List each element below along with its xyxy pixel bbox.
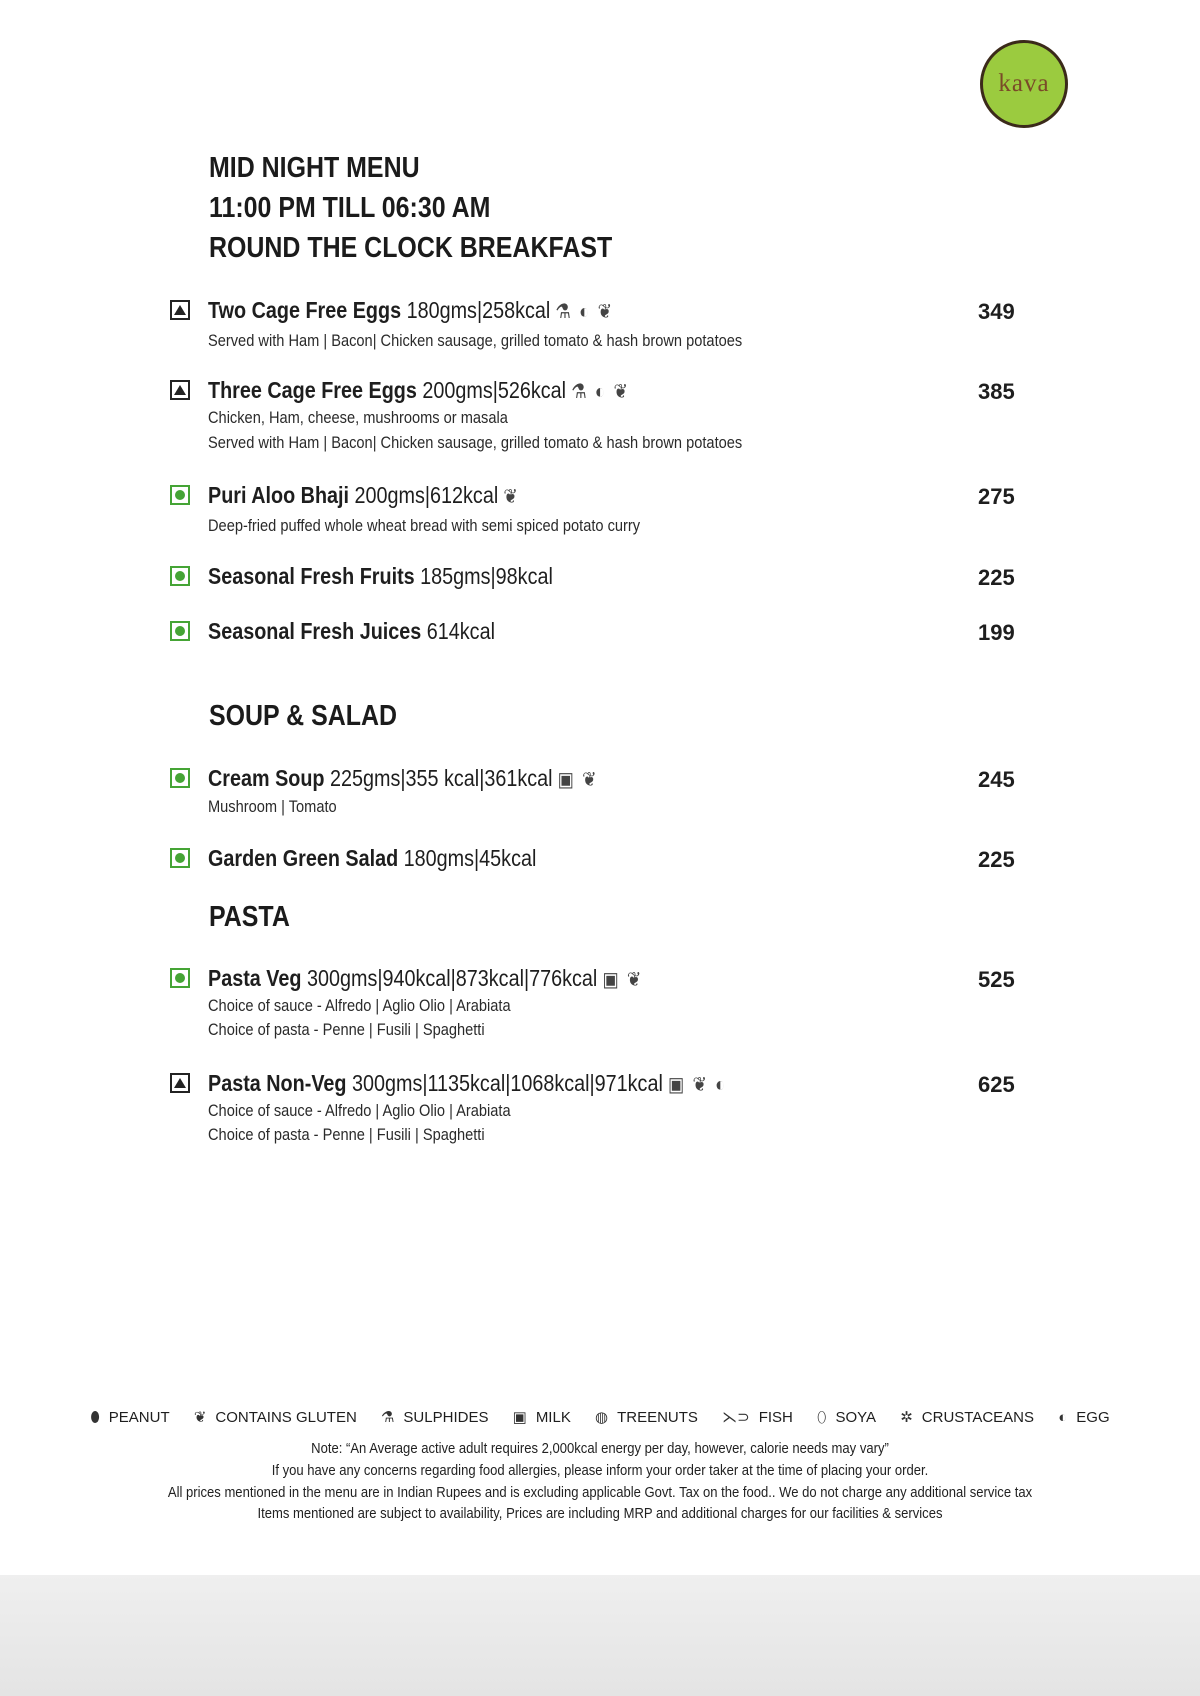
item-description: Choice of sauce - Alfredo | Aglio Olio | Arabiata: [208, 996, 511, 1015]
gluten-icon: ❦: [193, 1409, 207, 1426]
item-info: 225gms|355 kcal|361kcal: [330, 765, 553, 791]
legend-gluten: CONTAINS GLUTEN: [215, 1409, 357, 1426]
note-prices: All prices mentioned in the menu are in Indian Rupees and is excluding applicable Govt. Tax on the food.. We do not charge any additional service tax: [167, 1485, 1033, 1501]
item-info: 614kcal: [426, 618, 495, 644]
legend-peanut: PEANUT: [108, 1409, 170, 1426]
peanut-icon: ⬮: [90, 1409, 100, 1426]
non-veg-marker-icon: [170, 1073, 190, 1093]
item-description-2: Served with Ham | Bacon| Chicken sausage, grilled tomato & hash brown potatoes: [208, 433, 743, 452]
milk-icon: ▣: [512, 1409, 527, 1426]
legend-fish: FISH: [758, 1409, 793, 1426]
item-description: Choice of sauce - Alfredo | Aglio Olio | Arabiata: [208, 1101, 511, 1120]
allergen-icons: ⚗ ◐ ❦: [555, 301, 614, 323]
item-info: 180gms|45kcal: [403, 845, 537, 871]
menu-hours: 11:00 PM TILL 06:30 AM: [209, 192, 491, 224]
item-price: 349: [978, 299, 1015, 324]
item-info: 185gms|98kcal: [420, 563, 553, 589]
legend-soya: SOYA: [835, 1409, 877, 1426]
section-heading-pasta: PASTA: [209, 901, 290, 933]
item-price: 225: [978, 565, 1015, 590]
kava-logo: [980, 40, 1068, 128]
veg-marker-icon: [170, 566, 190, 586]
item-name: Garden Green Salad: [208, 845, 399, 871]
section-heading-soup-salad: SOUP & SALAD: [209, 700, 398, 732]
egg-icon: ◐: [1058, 1409, 1068, 1426]
item-name: Cream Soup: [208, 765, 325, 791]
allergen-icons: ⚗ ◐ ❦: [571, 381, 630, 403]
item-name: Pasta Non-Veg: [208, 1070, 347, 1096]
non-veg-marker-icon: [170, 380, 190, 400]
legend-crustaceans: CRUSTACEANS: [921, 1409, 1035, 1426]
sulphides-icon: ⚗: [380, 1409, 395, 1426]
treenuts-icon: ◍: [595, 1409, 609, 1426]
item-price: 275: [978, 484, 1015, 509]
note-availability: Items mentioned are subject to availability, Prices are including MRP and additional charges for our facilities & services: [257, 1506, 943, 1522]
allergen-legend: [0, 1408, 1200, 1426]
legend-treenuts: TREENUTS: [617, 1409, 698, 1426]
item-description-2: Choice of pasta - Penne | Fusili | Spaghetti: [208, 1125, 485, 1144]
allergen-icons: ❦: [503, 486, 520, 508]
item-price: 625: [978, 1072, 1015, 1097]
item-price: 225: [978, 847, 1015, 872]
allergen-icons: ▣ ❦: [557, 769, 599, 791]
item-price: 385: [978, 379, 1015, 404]
item-price: 199: [978, 620, 1015, 645]
menu-title: MID NIGHT MENU: [209, 152, 420, 184]
allergen-icons: ▣ ❦: [602, 969, 644, 991]
soya-icon: ⬯: [817, 1409, 827, 1426]
item-info: 300gms|940kcal|873kcal|776kcal: [306, 965, 598, 991]
note-calories: Note: “An Average active adult requires 2,000kcal energy per day, however, calorie needs may vary”: [311, 1441, 889, 1457]
item-price: 245: [978, 767, 1015, 792]
scan-margin: [0, 1575, 1200, 1696]
item-name: Seasonal Fresh Fruits: [208, 563, 415, 589]
item-price: 525: [978, 967, 1015, 992]
item-name: Two Cage Free Eggs: [208, 297, 402, 323]
item-name: Seasonal Fresh Juices: [208, 618, 422, 644]
item-info: 200gms|526kcal: [422, 377, 567, 403]
item-name: Pasta Veg: [208, 965, 302, 991]
veg-marker-icon: [170, 768, 190, 788]
item-name: Three Cage Free Eggs: [208, 377, 417, 403]
item-info: 300gms|1135kcal|1068kcal|971kcal: [351, 1070, 663, 1096]
non-veg-marker-icon: [170, 300, 190, 320]
menu-subtitle: ROUND THE CLOCK BREAKFAST: [209, 232, 613, 264]
veg-marker-icon: [170, 621, 190, 641]
veg-marker-icon: [170, 485, 190, 505]
veg-marker-icon: [170, 848, 190, 868]
item-description: Deep-fried puffed whole wheat bread with semi spiced potato curry: [208, 516, 641, 535]
item-description-2: Choice of pasta - Penne | Fusili | Spaghetti: [208, 1020, 485, 1039]
item-info: 180gms|258kcal: [406, 297, 551, 323]
legend-sulphides: SULPHIDES: [403, 1409, 489, 1426]
legend-egg: EGG: [1076, 1409, 1110, 1426]
allergen-icons: ▣ ❦ ◐: [668, 1074, 728, 1096]
item-description: Chicken, Ham, cheese, mushrooms or masala: [208, 408, 508, 427]
logo-text: kava: [998, 70, 1050, 97]
item-description: Mushroom | Tomato: [208, 797, 337, 816]
veg-marker-icon: [170, 968, 190, 988]
note-allergies: If you have any concerns regarding food allergies, please inform your order taker at the time of placing your order.: [271, 1463, 929, 1479]
item-name: Puri Aloo Bhaji: [208, 482, 350, 508]
legend-milk: MILK: [535, 1409, 571, 1426]
item-info: 200gms|612kcal: [354, 482, 499, 508]
item-description: Served with Ham | Bacon| Chicken sausage, grilled tomato & hash brown potatoes: [208, 331, 743, 350]
crustaceans-icon: ✲: [900, 1409, 913, 1426]
fish-icon: ⋋⊃: [722, 1409, 750, 1426]
